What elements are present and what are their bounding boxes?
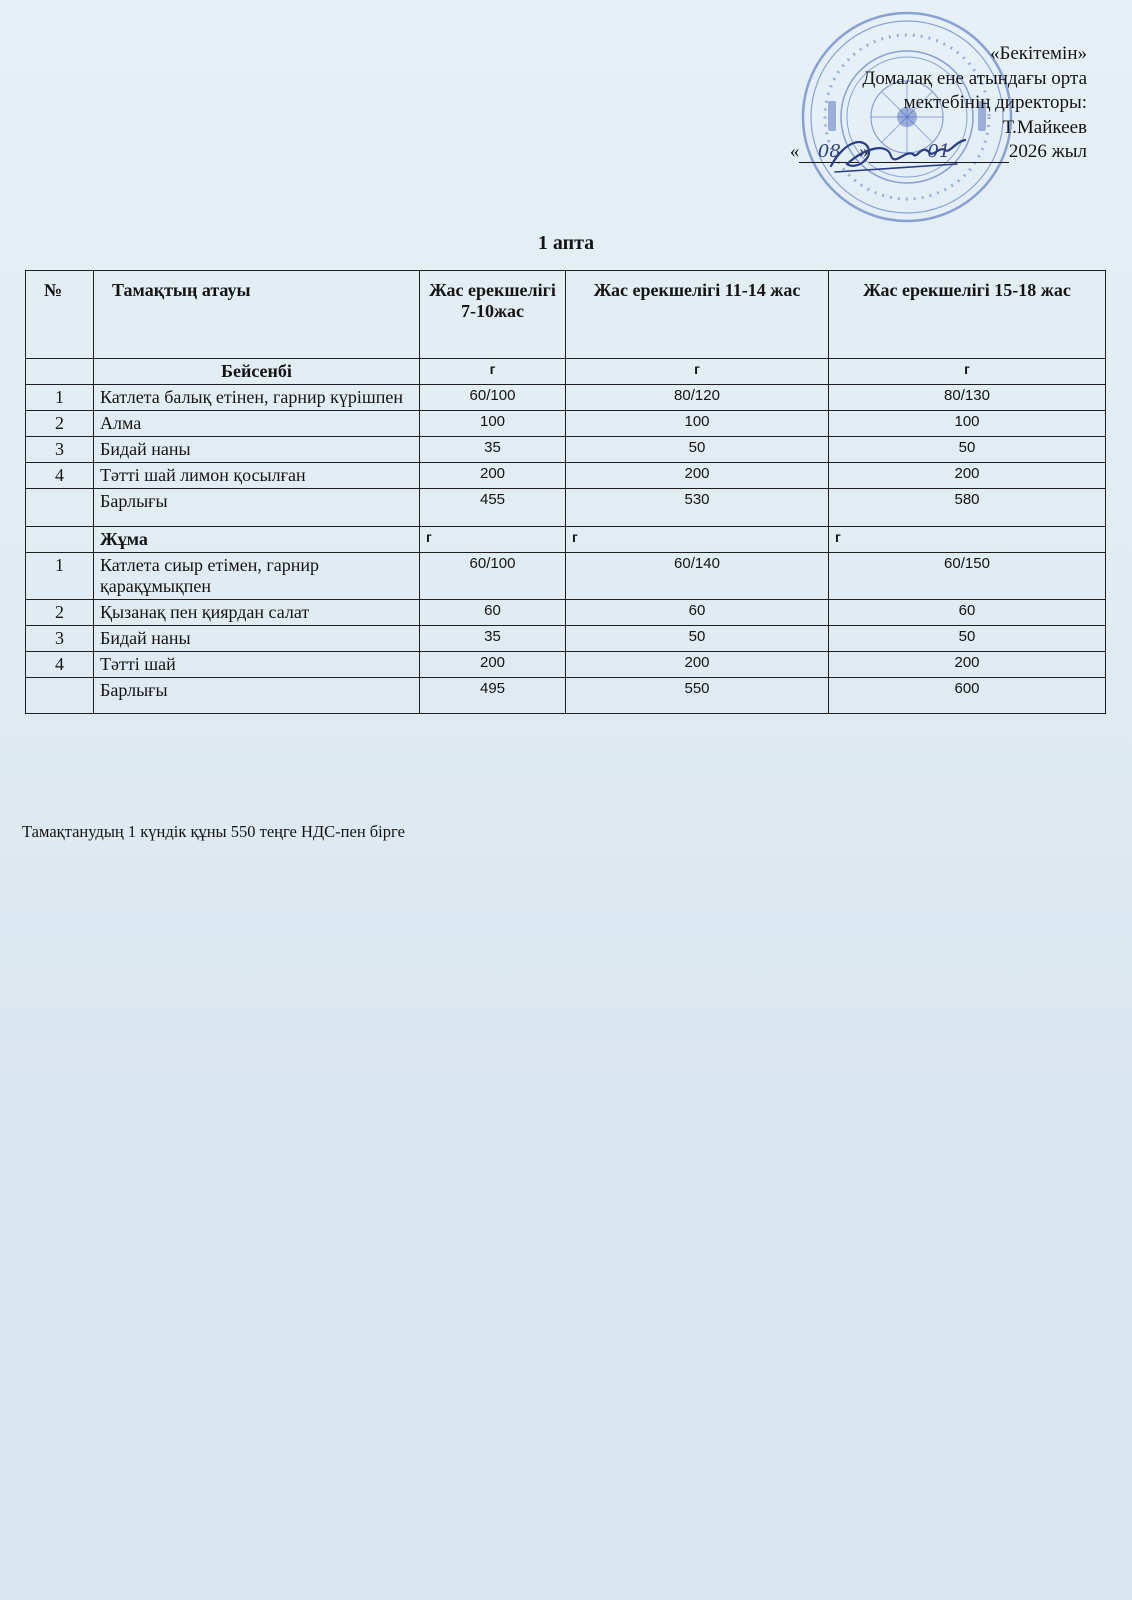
daily-cost-note: Тамақтанудың 1 күндік құны 550 теңге НДС-пен бірге [22,822,405,841]
week-title: 1 апта [537,232,595,254]
portion-15-18: 50 [829,626,1106,652]
date-day: 08 [799,142,859,163]
day-row [26,359,1106,385]
approval-date: « 08 » 01 2026 жыл [789,141,1087,162]
table-row [26,553,1106,600]
row-num: 3 [26,437,94,463]
table-row [26,437,1106,463]
portion-15-18: 80/130 [829,385,1106,411]
dish-name: Бидай наны [94,626,420,652]
table-row [26,385,1106,411]
portion-11-14: 50 [566,626,829,652]
total-row [26,489,1106,527]
portion-7-10: 200 [420,652,566,678]
portion-7-10: 200 [420,463,566,489]
portion-15-18: 60/150 [829,553,1106,600]
dish-name: Тәтті шай лимон қосылған [94,463,420,489]
table-row [26,411,1106,437]
director-title: мектебінің директоры: [903,92,1087,113]
dish-name: Бидай наны [94,437,420,463]
header-age-7-10: Жас ерекшелігі 7-10жас [420,271,566,359]
portion-11-14: 50 [566,437,829,463]
portion-15-18: 200 [829,463,1106,489]
portion-11-14: 80/120 [566,385,829,411]
portion-15-18: 60 [829,600,1106,626]
row-num: 2 [26,600,94,626]
portion-11-14: 200 [566,463,829,489]
day-name: Бейсенбі [94,359,420,385]
header-num: № [26,271,94,359]
row-num: 2 [26,411,94,437]
table-row [26,600,1106,626]
portion-7-10: 60/100 [420,385,566,411]
portion-7-10: 35 [420,437,566,463]
portion-11-14: 60 [566,600,829,626]
portion-11-14: 100 [566,411,829,437]
unit-cell: г [566,359,829,385]
total-11-14: 530 [566,489,829,527]
date-year: 2026 жыл [1008,141,1087,162]
header-age-15-18: Жас ерекшелігі 15-18 жас [829,271,1106,359]
header-row [26,271,1106,359]
portion-15-18: 200 [829,652,1106,678]
director-name: Т.Майкеев [1002,116,1087,138]
dish-name: Қызанақ пен қиярдан салат [94,600,420,626]
day-row [26,527,1106,553]
school-name: Домалақ ене атындағы орта [862,67,1087,89]
dish-name: Катлета сиыр етімен, гарнир қарақұмықпен [94,553,420,600]
unit-cell: г [829,527,1106,553]
day-name: Жұма [94,527,420,553]
unit-cell: г [566,527,829,553]
approval-title: «Бекітемін» [989,43,1087,64]
portion-7-10: 100 [420,411,566,437]
unit-cell: г [829,359,1106,385]
director-signature [825,130,975,180]
table-row [26,626,1106,652]
total-label: Барлығы [94,489,420,527]
total-15-18: 600 [829,678,1106,714]
portion-15-18: 50 [829,437,1106,463]
header-age-11-14: Жас ерекшелігі 11-14 жас [566,271,829,359]
row-num: 1 [26,385,94,411]
row-num: 1 [26,553,94,600]
unit-cell: г [420,527,566,553]
total-15-18: 580 [829,489,1106,527]
row-num: 3 [26,626,94,652]
portion-11-14: 60/140 [566,553,829,600]
table-row [26,652,1106,678]
portion-11-14: 200 [566,652,829,678]
portion-7-10: 35 [420,626,566,652]
row-num: 4 [26,463,94,489]
header-dish-name: Тамақтың атауы [94,271,420,359]
total-11-14: 550 [566,678,829,714]
total-7-10: 455 [420,489,566,527]
total-label: Барлығы [94,678,420,714]
dish-name: Тәтті шай [94,652,420,678]
menu-table [25,270,1106,714]
portion-15-18: 100 [829,411,1106,437]
dish-name: Алма [94,411,420,437]
row-num: 4 [26,652,94,678]
unit-cell: г [420,359,566,385]
total-row [26,678,1106,714]
date-month: 01 [869,142,1009,163]
portion-7-10: 60 [420,600,566,626]
dish-name: Катлета балық етінен, гарнир күрішпен [94,385,420,411]
table-row [26,463,1106,489]
total-7-10: 495 [420,678,566,714]
portion-7-10: 60/100 [420,553,566,600]
